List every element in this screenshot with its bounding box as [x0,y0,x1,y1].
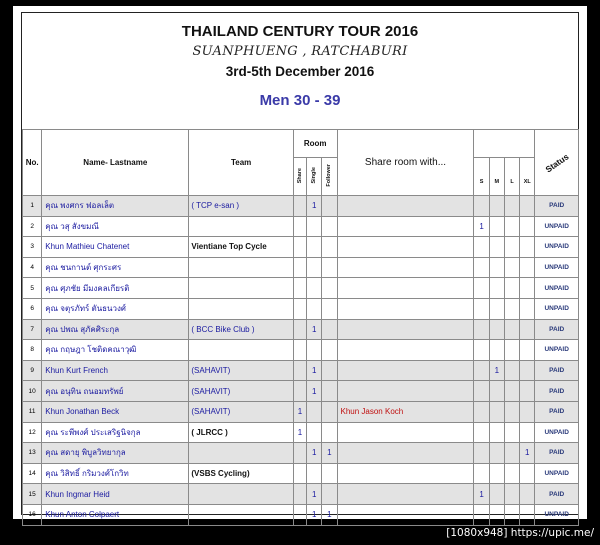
room-single-mark [307,278,322,299]
registration-table [22,129,579,526]
payment-status: PAID [535,360,579,381]
room-share-mark: 1 [293,401,306,422]
size-m-mark [489,216,504,237]
room-follower-mark: 1 [322,504,337,525]
row-number: 15 [23,484,42,505]
team-name: ( BCC Bike Club ) [189,319,294,340]
room-single-mark [307,257,322,278]
size-xl-mark [520,216,535,237]
size-xl-mark [520,278,535,299]
size-s-mark [474,360,489,381]
row-number: 4 [23,257,42,278]
share-room-with [337,360,474,381]
status-header-label: Status [543,150,571,175]
room-follower-mark [322,463,337,484]
size-s-mark [474,422,489,443]
size-s-mark [474,298,489,319]
payment-status: UNPAID [535,298,579,319]
room-share-mark [293,216,306,237]
room-share-mark [293,257,306,278]
participant-name: คุณ กฤษฎา โชติดคณาวุฒิ [42,340,189,361]
room-single-mark [307,216,322,237]
size-s-mark [474,401,489,422]
row-number: 6 [23,298,42,319]
col-size-m-header: M [489,158,504,196]
col-share-with-header: Share room with... [337,130,474,196]
team-name: (SAHAVIT) [189,381,294,402]
category-title: Men 30 - 39 [259,92,341,109]
team-name [189,340,294,361]
table-row [23,463,579,484]
col-size-s-header: S [474,158,489,196]
payment-status: UNPAID [535,422,579,443]
participant-name: Khun Anton Colpaert [42,504,189,525]
table-row [23,319,579,340]
size-xl-mark [520,422,535,443]
payment-status: UNPAID [535,257,579,278]
room-follower-mark: 1 [322,443,337,464]
team-name: (SAHAVIT) [189,401,294,422]
room-single-mark [307,340,322,361]
size-xl-mark [520,484,535,505]
col-status-header [535,130,579,196]
col-team-header: Team [189,130,294,196]
row-number: 16 [23,504,42,525]
payment-status: PAID [535,381,579,402]
table-row [23,340,579,361]
team-name [189,216,294,237]
size-l-mark [504,422,519,443]
table-row [23,381,579,402]
size-l-mark [504,216,519,237]
row-number: 11 [23,401,42,422]
size-m-mark [489,443,504,464]
row-number: 2 [23,216,42,237]
table-row [23,422,579,443]
size-xl-mark [520,340,535,361]
room-share-mark: 1 [293,422,306,443]
size-xl-mark [520,360,535,381]
col-size-xl-header: XL [520,158,535,196]
size-s-mark [474,196,489,217]
room-single-mark [307,463,322,484]
event-title: THAILAND CENTURY TOUR 2016 [181,23,419,40]
room-share-mark [293,319,306,340]
room-follower-mark [322,381,337,402]
size-l-mark [504,340,519,361]
size-xl-mark [520,257,535,278]
payment-status: PAID [535,443,579,464]
share-room-with [337,422,474,443]
size-xl-mark [520,401,535,422]
participant-name: คุณ ชนกานต์ ศุกระศร [42,257,189,278]
room-share-mark [293,381,306,402]
share-room-with [337,340,474,361]
size-l-mark [504,484,519,505]
size-s-mark [474,504,489,525]
room-follower-mark [322,360,337,381]
room-share-mark [293,484,306,505]
size-m-mark [489,381,504,402]
size-l-mark [504,237,519,258]
document-sheet [13,6,587,519]
size-m-mark [489,278,504,299]
size-s-mark [474,340,489,361]
table-row [23,216,579,237]
room-single-mark [307,401,322,422]
row-number: 12 [23,422,42,443]
size-s-mark: 1 [474,484,489,505]
table-row [23,257,579,278]
participant-name: คุณ ระพีพงศ์ ประเสริฐนิจกุล [42,422,189,443]
participant-name: คุณ ปพณ สุภัคศิระกุล [42,319,189,340]
participant-name: Khun Jonathan Beck [42,401,189,422]
participant-name: คุณ วิสิทธิ์ กริมวงศ์โกวิท [42,463,189,484]
payment-status: PAID [535,401,579,422]
room-share-mark [293,443,306,464]
col-share-header: Share [293,158,306,196]
size-m-mark [489,237,504,258]
room-single-mark: 1 [307,381,322,402]
size-xl-mark [520,237,535,258]
room-follower-mark [322,422,337,443]
col-name-header: Name- Lastname [42,130,189,196]
room-follower-mark [322,216,337,237]
team-name: Vientiane Top Cycle [189,237,294,258]
size-l-mark [504,443,519,464]
size-xl-mark [520,319,535,340]
col-room-header: Room [293,130,337,158]
size-l-mark [504,278,519,299]
team-name: ( JLRCC ) [189,422,294,443]
row-number: 14 [23,463,42,484]
team-name: ( TCP e-san ) [189,196,294,217]
size-s-mark [474,278,489,299]
table-frame [21,12,579,520]
table-row [23,278,579,299]
share-room-with [337,257,474,278]
size-m-mark [489,484,504,505]
room-share-mark [293,360,306,381]
size-l-mark [504,298,519,319]
participant-name: คุณ วสุ สังขมณี [42,216,189,237]
size-xl-mark [520,298,535,319]
team-name [189,504,294,525]
size-l-mark [504,257,519,278]
participant-name: คุณ สดายุ พิบูลวิทยากุล [42,443,189,464]
size-m-mark [489,422,504,443]
size-xl-mark [520,463,535,484]
room-follower-mark [322,319,337,340]
size-s-mark: 1 [474,216,489,237]
share-room-with [337,216,474,237]
payment-status: UNPAID [535,504,579,525]
share-room-with [337,484,474,505]
size-m-mark [489,504,504,525]
team-name: (VSBS Cycling) [189,463,294,484]
room-follower-mark [322,237,337,258]
participant-name: Khun Mathieu Chatenet [42,237,189,258]
share-room-with [337,278,474,299]
payment-status: UNPAID [535,278,579,299]
team-name [189,257,294,278]
team-name [189,443,294,464]
room-single-mark: 1 [307,484,322,505]
size-m-mark [489,340,504,361]
size-m-mark [489,401,504,422]
size-l-mark [504,463,519,484]
size-s-mark [474,443,489,464]
participant-name: คุณ อนุทิน ถนอมทรัพย์ [42,381,189,402]
share-room-with [337,463,474,484]
room-single-mark [307,298,322,319]
payment-status: PAID [535,319,579,340]
participant-name: คุณ พงศกร ฟอลเล็ต [42,196,189,217]
size-s-mark [474,319,489,340]
size-l-mark [504,319,519,340]
share-room-with [337,298,474,319]
room-single-mark [307,422,322,443]
payment-status: PAID [535,484,579,505]
size-xl-mark [520,196,535,217]
room-single-mark [307,237,322,258]
size-xl-mark: 1 [520,443,535,464]
table-row [23,484,579,505]
table-row [23,237,579,258]
table-row [23,360,579,381]
participant-name: คุณ ศุภชัย มีมงคลเกียรติ [42,278,189,299]
row-number: 13 [23,443,42,464]
participant-name: Khun Kurt French [42,360,189,381]
row-number: 8 [23,340,42,361]
size-xl-mark [520,504,535,525]
row-number: 3 [23,237,42,258]
size-m-mark [489,319,504,340]
room-share-mark [293,298,306,319]
table-row [23,298,579,319]
size-s-mark [474,463,489,484]
size-s-mark [474,237,489,258]
row-number: 7 [23,319,42,340]
room-share-mark [293,463,306,484]
table-row [23,196,579,217]
room-follower-mark [322,257,337,278]
room-share-mark [293,196,306,217]
room-share-mark [293,504,306,525]
watermark: [1080x948] https://upic.me/ [446,527,594,539]
room-share-mark [293,237,306,258]
table-row [23,504,579,525]
size-m-mark: 1 [489,360,504,381]
size-m-mark [489,196,504,217]
col-size-l-header: L [504,158,519,196]
room-follower-mark [322,196,337,217]
participant-name: คุณ จตุรภัทร์ ตันธนวงศ์ [42,298,189,319]
room-follower-mark [322,298,337,319]
team-name [189,484,294,505]
share-room-with [337,319,474,340]
room-single-mark: 1 [307,443,322,464]
size-l-mark [504,504,519,525]
team-name [189,298,294,319]
payment-status: PAID [535,196,579,217]
share-room-with [337,381,474,402]
row-number: 10 [23,381,42,402]
col-no-header: No. [23,130,42,196]
payment-status: UNPAID [535,237,579,258]
payment-status: UNPAID [535,340,579,361]
room-follower-mark [322,278,337,299]
room-single-mark: 1 [307,360,322,381]
event-location: SUANPHUENG , RATCHABURI [192,44,408,59]
team-name: (SAHAVIT) [189,360,294,381]
row-number: 5 [23,278,42,299]
participant-name: Khun Ingmar Heid [42,484,189,505]
room-follower-mark [322,401,337,422]
share-room-with [337,196,474,217]
share-room-with [337,237,474,258]
col-follower-header: Follower [322,158,337,196]
row-number: 1 [23,196,42,217]
team-name [189,278,294,299]
payment-status: UNPAID [535,463,579,484]
size-m-mark [489,298,504,319]
size-l-mark [504,196,519,217]
size-group-header [474,130,535,158]
size-m-mark [489,463,504,484]
share-room-with [337,504,474,525]
room-single-mark: 1 [307,319,322,340]
row-number: 9 [23,360,42,381]
room-follower-mark [322,340,337,361]
share-room-with: Khun Jason Koch [337,401,474,422]
size-l-mark [504,401,519,422]
share-room-with [337,443,474,464]
room-share-mark [293,278,306,299]
room-share-mark [293,340,306,361]
size-xl-mark [520,381,535,402]
size-l-mark [504,381,519,402]
size-m-mark [489,257,504,278]
table-row [23,401,579,422]
col-single-header: Single [307,158,322,196]
size-s-mark [474,381,489,402]
size-s-mark [474,257,489,278]
event-dates: 3rd-5th December 2016 [225,64,375,79]
size-l-mark [504,360,519,381]
table-row [23,443,579,464]
room-single-mark: 1 [307,196,322,217]
payment-status: UNPAID [535,216,579,237]
room-single-mark: 1 [307,504,322,525]
room-follower-mark [322,484,337,505]
